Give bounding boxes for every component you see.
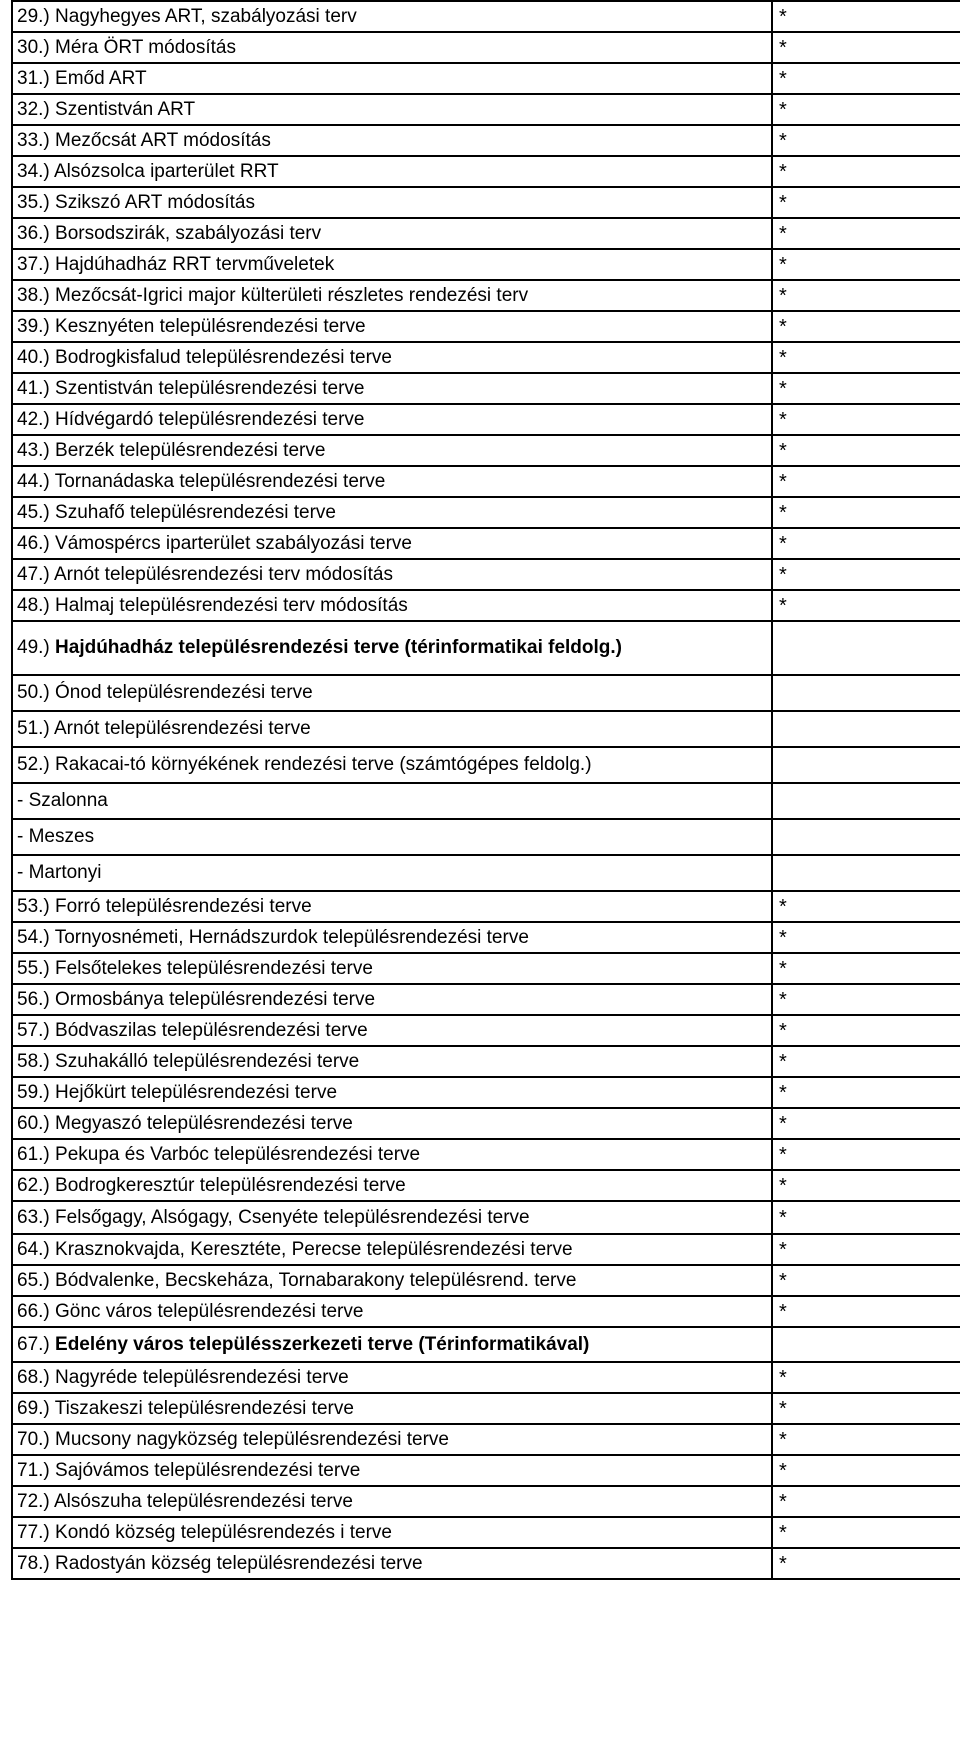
plan-title: Ormosbánya településrendezési terve (55, 988, 376, 1010)
plan-title: Alsózsolca iparterület RRT (53, 160, 279, 182)
plan-cell (12, 1170, 772, 1201)
plan-number: 44.) (17, 470, 50, 492)
plan-title: Szentistván településrendezési terve (55, 377, 365, 399)
plan-number: 60.) (17, 1112, 50, 1134)
plan-cell (12, 218, 772, 249)
plan-title: Hídvégardó településrendezési terve (55, 408, 365, 430)
table-row (12, 819, 960, 855)
plan-title: - Szalonna (17, 790, 108, 811)
status-mark: * (772, 984, 960, 1015)
plan-title: Radostyán község településrendezési terve (55, 1552, 423, 1574)
plan-title: Mezőcsát ART módosítás (55, 129, 271, 151)
plan-number: 48.) (17, 594, 50, 616)
plan-number: 58.) (17, 1050, 50, 1072)
plan-title: Berzék településrendezési terve (55, 439, 326, 461)
plans-table-body (12, 1, 960, 1579)
status-mark: * (772, 187, 960, 218)
table-row (12, 342, 960, 373)
status-mark: * (772, 404, 960, 435)
status-mark: * (772, 1077, 960, 1108)
plan-number: 70.) (17, 1428, 50, 1450)
plan-number: 59.) (17, 1081, 50, 1103)
plan-cell (12, 497, 772, 528)
plan-cell (12, 1265, 772, 1296)
table-row (12, 1234, 960, 1265)
plan-cell (12, 187, 772, 218)
plan-cell (12, 1077, 772, 1108)
plan-title: Krasznokvajda, Keresztéte, Perecse településrendezési terve (55, 1238, 573, 1260)
status-mark: * (772, 1393, 960, 1424)
plan-title: Tornanádaska településrendezési terve (54, 470, 386, 492)
plan-number: 40.) (17, 346, 50, 368)
plan-number: 50.) (17, 682, 50, 703)
table-row (12, 1424, 960, 1455)
table-row (12, 1455, 960, 1486)
plan-title: Halmaj településrendezési terv módosítás (55, 594, 408, 616)
status-mark: * (772, 1548, 960, 1579)
table-row (12, 1108, 960, 1139)
plan-cell (12, 1296, 772, 1327)
plan-cell (12, 311, 772, 342)
table-row (12, 711, 960, 747)
status-mark: * (772, 1455, 960, 1486)
table-row (12, 1265, 960, 1296)
status-mark: * (772, 1139, 960, 1170)
plan-number: 41.) (17, 377, 50, 399)
plan-number: 29.) (17, 5, 50, 27)
plan-title: Arnót településrendezési terve (53, 718, 311, 739)
plan-title: Szikszó ART módosítás (55, 191, 255, 213)
plan-cell (12, 1548, 772, 1579)
plan-cell (12, 1201, 772, 1234)
plan-title: Szuhakálló településrendezési terve (55, 1050, 360, 1072)
plan-number: 78.) (17, 1552, 50, 1574)
plan-number: 77.) (17, 1521, 50, 1543)
plan-title: Megyaszó településrendezési terve (55, 1112, 353, 1134)
table-row (12, 466, 960, 497)
status-mark: * (772, 125, 960, 156)
table-row (12, 855, 960, 891)
plan-title: Vámospércs iparterület szabályozási terve (55, 532, 412, 554)
plan-number: 54.) (17, 926, 50, 948)
status-mark: * (772, 1517, 960, 1548)
plan-cell (12, 1, 772, 32)
plan-title: Méra ÖRT módosítás (55, 36, 236, 58)
plan-title: Bodrogkisfalud településrendezési terve (55, 346, 392, 368)
plan-number: 31.) (17, 67, 50, 89)
plan-cell (12, 1424, 772, 1455)
plan-title: - Meszes (17, 826, 95, 847)
plan-cell (12, 1139, 772, 1170)
status-mark: * (772, 922, 960, 953)
plan-number: 39.) (17, 315, 50, 337)
plan-cell (12, 94, 772, 125)
plan-cell (12, 125, 772, 156)
plan-cell (12, 466, 772, 497)
plan-title: Nagyhegyes ART, szabályozási terv (55, 5, 357, 27)
plan-title: Kesznyéten településrendezési terve (55, 315, 366, 337)
plan-title: Hajdúhadház településrendezési terve (térinformatikai feldolg.) (55, 637, 622, 658)
table-row (12, 125, 960, 156)
plan-cell (12, 855, 772, 891)
table-row (12, 783, 960, 819)
table-row (12, 1548, 960, 1579)
status-mark: * (772, 1265, 960, 1296)
plan-cell (12, 1327, 772, 1362)
plan-cell (12, 249, 772, 280)
plan-cell (12, 1015, 772, 1046)
table-row (12, 94, 960, 125)
plan-cell (12, 156, 772, 187)
plan-title: Szentistván ART (55, 98, 196, 120)
status-mark: * (772, 218, 960, 249)
plan-number: 34.) (17, 160, 50, 182)
plan-title: Nagyréde településrendezési terve (55, 1366, 349, 1388)
status-mark (772, 711, 960, 747)
plan-title: Hajdúhadház RRT tervműveletek (55, 253, 335, 275)
table-row (12, 63, 960, 94)
table-row (12, 156, 960, 187)
plan-title: Bódvalenke, Becskeháza, Tornabarakony településrend. terve (55, 1269, 577, 1291)
plan-title: Tornyosnémeti, Hernádszurdok településrendezési terve (54, 926, 529, 948)
table-row (12, 32, 960, 63)
plan-cell (12, 922, 772, 953)
plan-number: 53.) (17, 895, 50, 917)
plan-cell (12, 559, 772, 590)
plan-number: 72.) (17, 1490, 50, 1512)
plan-number: 47.) (17, 563, 50, 585)
plan-title: Gönc város településrendezési terve (55, 1300, 364, 1322)
plan-cell (12, 1455, 772, 1486)
plan-number: 62.) (17, 1174, 50, 1196)
plan-number: 30.) (17, 36, 50, 58)
plan-cell (12, 891, 772, 922)
status-mark: * (772, 953, 960, 984)
table-row (12, 1201, 960, 1234)
plan-title: Alsószuha településrendezési terve (53, 1490, 353, 1512)
plan-cell (12, 528, 772, 559)
plan-title: Mezőcsát-Igrici major külterületi részletes rendezési terv (55, 284, 529, 306)
status-mark (772, 1327, 960, 1362)
table-row (12, 922, 960, 953)
table-row (12, 984, 960, 1015)
plan-title: Szuhafő településrendezési terve (55, 501, 336, 523)
plan-title: Bódvaszilas településrendezési terve (55, 1019, 368, 1041)
table-row (12, 1139, 960, 1170)
plan-cell (12, 373, 772, 404)
status-mark: * (772, 1362, 960, 1393)
plan-number: 57.) (17, 1019, 50, 1041)
plan-title: Felsőtelekes településrendezési terve (55, 957, 373, 979)
table-row (12, 1170, 960, 1201)
plan-cell (12, 783, 772, 819)
table-row (12, 187, 960, 218)
plan-title: Sajóvámos településrendezési terve (55, 1459, 361, 1481)
status-mark: * (772, 891, 960, 922)
plan-title: Edelény város településszerkezeti terve (Térinformatikával) (55, 1333, 590, 1355)
table-row (12, 497, 960, 528)
status-mark: * (772, 497, 960, 528)
status-mark: * (772, 1234, 960, 1265)
status-mark: * (772, 156, 960, 187)
plan-cell (12, 819, 772, 855)
table-row (12, 1015, 960, 1046)
table-row (12, 621, 960, 675)
table-row (12, 435, 960, 466)
plan-number: 55.) (17, 957, 50, 979)
plan-cell (12, 1046, 772, 1077)
table-row (12, 1327, 960, 1362)
plan-number: 33.) (17, 129, 50, 151)
table-row (12, 675, 960, 711)
status-mark (772, 819, 960, 855)
plan-number: 56.) (17, 988, 50, 1010)
status-mark: * (772, 1201, 960, 1234)
plan-title: Rakacai-tó környékének rendezési terve (számtógépes feldolg.) (55, 754, 592, 775)
plans-table (11, 0, 960, 1580)
table-row (12, 953, 960, 984)
table-row (12, 1517, 960, 1548)
status-mark: * (772, 559, 960, 590)
status-mark: * (772, 342, 960, 373)
plan-cell (12, 1234, 772, 1265)
plan-cell (12, 435, 772, 466)
status-mark: * (772, 528, 960, 559)
status-mark: * (772, 1486, 960, 1517)
plan-number: 61.) (17, 1143, 50, 1165)
status-mark (772, 675, 960, 711)
table-row (12, 280, 960, 311)
status-mark: * (772, 1296, 960, 1327)
plan-title: Tiszakeszi településrendezési terve (54, 1397, 354, 1419)
status-mark: * (772, 1108, 960, 1139)
plan-cell (12, 342, 772, 373)
status-mark: * (772, 1, 960, 32)
plan-title: Arnót településrendezési terv módosítás (53, 563, 393, 585)
plan-cell (12, 1486, 772, 1517)
status-mark: * (772, 94, 960, 125)
plan-title: Pekupa és Varbóc településrendezési terve (55, 1143, 421, 1165)
table-row (12, 1077, 960, 1108)
table-row (12, 311, 960, 342)
plan-cell (12, 953, 772, 984)
status-mark: * (772, 63, 960, 94)
plan-cell (12, 63, 772, 94)
status-mark: * (772, 1046, 960, 1077)
plan-cell (12, 404, 772, 435)
plan-number: 42.) (17, 408, 50, 430)
status-mark: * (772, 32, 960, 63)
plan-title: Ónod településrendezési terve (55, 682, 313, 703)
table-row (12, 590, 960, 621)
plan-cell (12, 32, 772, 63)
table-row (12, 218, 960, 249)
plan-number: 71.) (17, 1459, 50, 1481)
plan-cell (12, 711, 772, 747)
plan-cell (12, 1517, 772, 1548)
plan-number: 52.) (17, 754, 50, 775)
status-mark: * (772, 590, 960, 621)
plan-title: Hejőkürt településrendezési terve (55, 1081, 338, 1103)
plan-cell (12, 621, 772, 675)
plan-number: 35.) (17, 191, 50, 213)
status-mark: * (772, 1015, 960, 1046)
plan-title: Mucsony nagyközség településrendezési terve (55, 1428, 449, 1450)
status-mark: * (772, 1170, 960, 1201)
plan-title: Bodrogkeresztúr településrendezési terve (55, 1174, 406, 1196)
plan-title: Felsőgagy, Alsógagy, Csenyéte településrendezési terve (55, 1206, 530, 1228)
plan-number: 46.) (17, 532, 50, 554)
plan-cell (12, 590, 772, 621)
plan-number: 63.) (17, 1206, 50, 1228)
plan-number: 69.) (17, 1397, 50, 1419)
plan-number: 66.) (17, 1300, 50, 1322)
table-row (12, 1046, 960, 1077)
plan-number: 67.) (17, 1333, 50, 1355)
table-row (12, 1393, 960, 1424)
status-mark: * (772, 249, 960, 280)
plan-number: 38.) (17, 284, 50, 306)
table-row (12, 559, 960, 590)
table-row (12, 404, 960, 435)
plan-title: - Martonyi (17, 862, 102, 883)
plan-number: 49.) (17, 637, 50, 658)
status-mark (772, 855, 960, 891)
table-row (12, 528, 960, 559)
status-mark: * (772, 1424, 960, 1455)
plan-title: Borsodszirák, szabályozási terv (55, 222, 322, 244)
plan-cell (12, 280, 772, 311)
plan-title: Forró településrendezési terve (55, 895, 312, 917)
table-row (12, 373, 960, 404)
plan-number: 68.) (17, 1366, 50, 1388)
plan-number: 64.) (17, 1238, 50, 1260)
status-mark: * (772, 466, 960, 497)
status-mark: * (772, 373, 960, 404)
plan-cell (12, 1393, 772, 1424)
table-row (12, 249, 960, 280)
plan-title: Kondó község településrendezés i terve (55, 1521, 392, 1543)
status-mark (772, 783, 960, 819)
plan-number: 51.) (17, 718, 50, 739)
plan-number: 65.) (17, 1269, 50, 1291)
plan-cell (12, 984, 772, 1015)
plan-number: 45.) (17, 501, 50, 523)
plan-title: Emőd ART (55, 67, 147, 89)
status-mark (772, 621, 960, 675)
table-row (12, 747, 960, 783)
table-row (12, 1362, 960, 1393)
plan-number: 37.) (17, 253, 50, 275)
plan-cell (12, 1362, 772, 1393)
table-row (12, 1, 960, 32)
status-mark (772, 747, 960, 783)
plan-number: 36.) (17, 222, 50, 244)
plan-cell (12, 747, 772, 783)
plan-number: 43.) (17, 439, 50, 461)
table-row (12, 1296, 960, 1327)
plan-cell (12, 1108, 772, 1139)
status-mark: * (772, 280, 960, 311)
table-row (12, 891, 960, 922)
table-row (12, 1486, 960, 1517)
status-mark: * (772, 435, 960, 466)
status-mark: * (772, 311, 960, 342)
plan-cell (12, 675, 772, 711)
plan-number: 32.) (17, 98, 50, 120)
